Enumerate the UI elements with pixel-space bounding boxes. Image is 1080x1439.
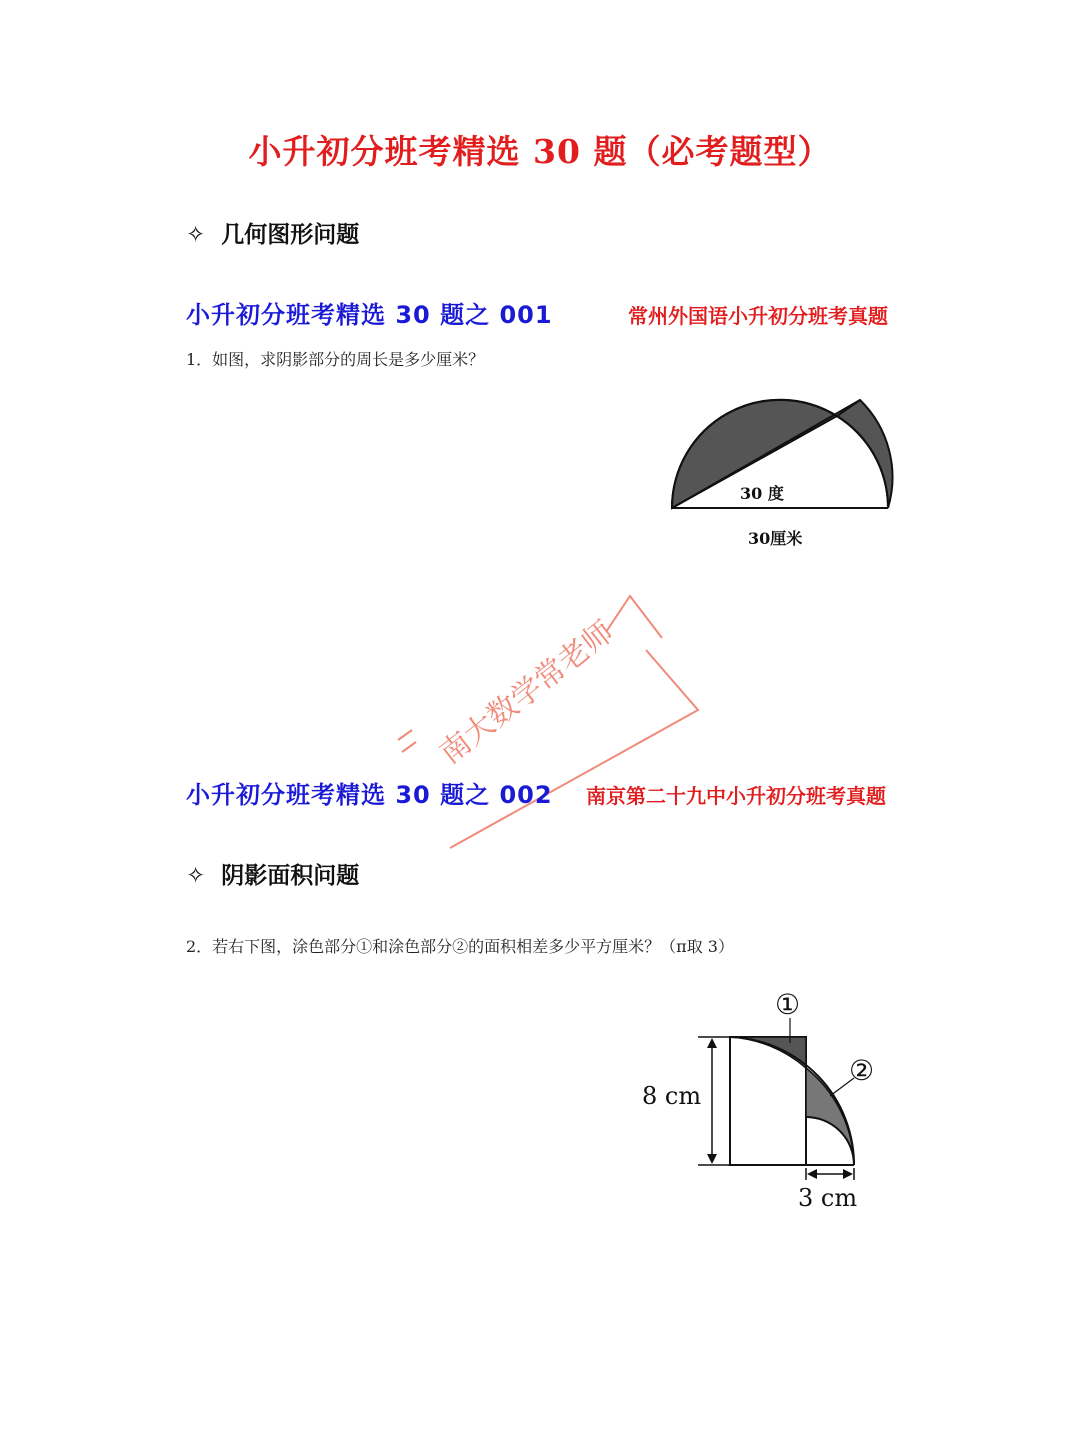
diamond-icon: ✧ xyxy=(186,863,206,889)
watermark-text: 南大数学常老师 xyxy=(433,614,621,772)
width-label: 3 cm xyxy=(798,1184,858,1212)
question-text-001: 1．如图，求阴影部分的周长是多少厘米？ xyxy=(186,350,485,369)
length-label: 30厘米 xyxy=(748,529,803,548)
question-header-001: 小升初分班考精选 30 题之 001 xyxy=(186,301,553,329)
section-label: 几何图形问题 xyxy=(221,222,360,248)
height-label: 8 cm xyxy=(642,1082,702,1110)
figure-rectangle-arcs xyxy=(630,980,890,1220)
watermark-stamp xyxy=(380,590,710,860)
page-title: 小升初分班考精选 30 题（必考题型） xyxy=(248,132,832,171)
region-2-label: ② xyxy=(849,1054,875,1087)
question-source-002: 南京第二十九中小升初分班考真题 xyxy=(586,784,886,808)
question-header-002: 小升初分班考精选 30 题之 002 xyxy=(186,781,553,809)
angle-label: 30 度 xyxy=(740,484,784,503)
region-1-label: ① xyxy=(775,988,801,1021)
question-source-001: 常州外国语小升初分班考真题 xyxy=(628,304,888,328)
watermark-icon xyxy=(398,730,416,752)
section-heading-shaded-area xyxy=(186,857,359,890)
section-heading-geometry xyxy=(186,216,359,249)
section-label: 阴影面积问题 xyxy=(221,863,360,889)
figure-semicircle xyxy=(660,390,910,560)
diamond-icon: ✧ xyxy=(186,222,206,248)
question-text-002: 2．若右下图，涂色部分①和涂色部分②的面积相差多少平方厘米？（π取 3） xyxy=(186,937,734,956)
